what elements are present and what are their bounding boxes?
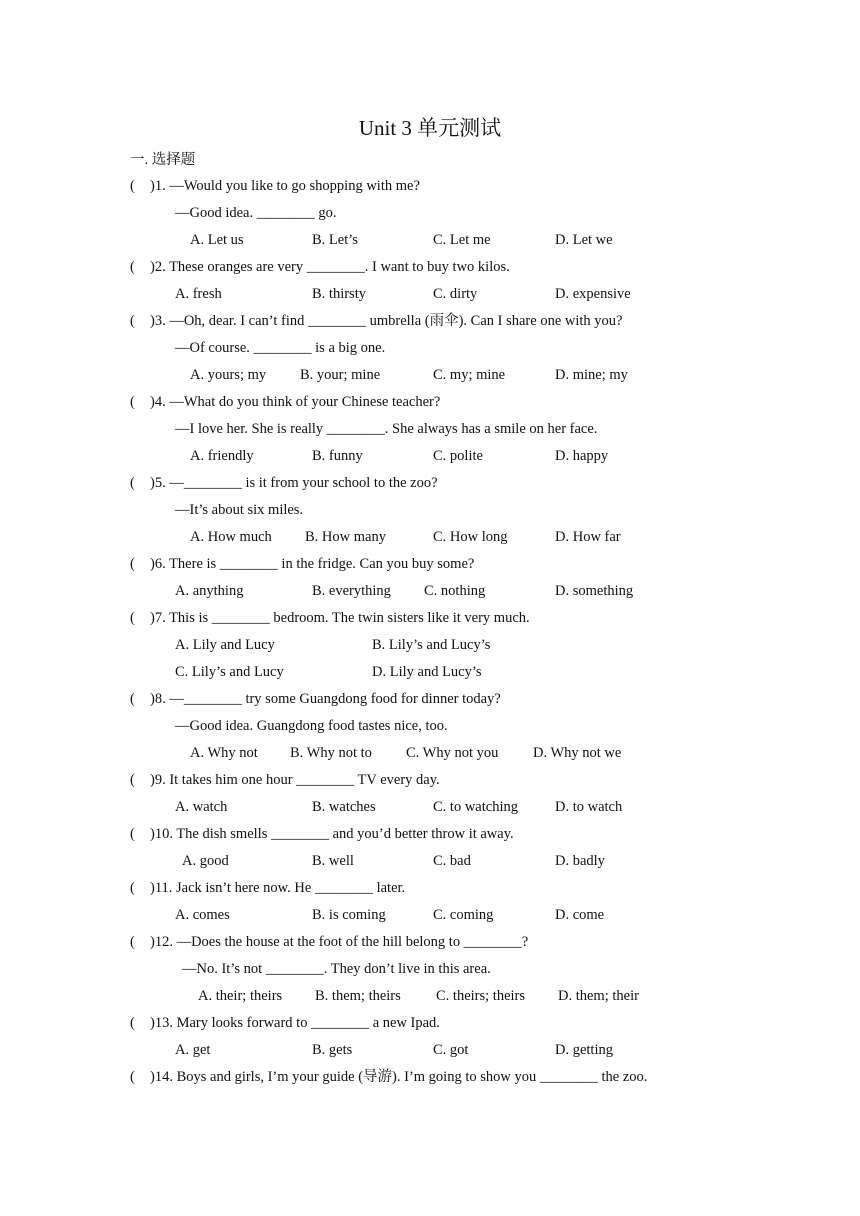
dialogue-line	[0, 500, 860, 527]
answer-option[interactable]: D. badly	[555, 853, 605, 869]
answer-option[interactable]: C. Lily’s and Lucy	[175, 664, 284, 680]
answer-bracket[interactable]: (	[130, 691, 135, 707]
answer-option[interactable]: B. watches	[312, 799, 376, 815]
options-row	[0, 986, 860, 1013]
answer-option[interactable]: D. getting	[555, 1042, 613, 1058]
answer-option[interactable]: C. dirty	[433, 286, 478, 302]
options-row	[0, 743, 860, 770]
answer-bracket[interactable]: (	[130, 178, 135, 194]
answer-option[interactable]: C. theirs; theirs	[436, 988, 526, 1004]
options-row	[0, 905, 860, 932]
dialogue-line	[0, 338, 860, 365]
dialogue-text: —No. It’s not ________. They don’t live in this area.	[182, 961, 491, 977]
question-stem: )13. Mary looks forward to ________ a new Ipad.	[150, 1015, 440, 1031]
dialogue-text: —I love her. She is really ________. She always has a smile on her face.	[175, 421, 598, 437]
answer-option[interactable]: A. fresh	[175, 286, 222, 302]
options-row	[0, 662, 860, 689]
options-row	[0, 365, 860, 392]
answer-bracket[interactable]: (	[130, 610, 135, 626]
answer-option[interactable]: D. mine; my	[555, 367, 628, 383]
answer-option[interactable]: B. gets	[312, 1042, 353, 1058]
question-stem: )1. —Would you like to go shopping with me?	[150, 178, 420, 194]
answer-option[interactable]: D. Lily and Lucy’s	[372, 664, 482, 680]
question-12	[0, 932, 860, 959]
question-6	[0, 554, 860, 581]
answer-option[interactable]: C. polite	[433, 448, 483, 464]
question-stem: )6. There is ________ in the fridge. Can you buy some?	[150, 556, 475, 572]
answer-option[interactable]: A. anything	[175, 583, 244, 599]
question-stem: )5. —________ is it from your school to the zoo?	[150, 475, 438, 491]
dialogue-text: —Good idea. ________ go.	[175, 205, 337, 221]
question-13	[0, 1013, 860, 1040]
answer-option[interactable]: C. got	[433, 1042, 469, 1058]
answer-option[interactable]: D. happy	[555, 448, 609, 464]
answer-option[interactable]: B. thirsty	[312, 286, 366, 302]
options-row	[0, 581, 860, 608]
answer-option[interactable]: A. Let us	[190, 232, 244, 248]
answer-bracket[interactable]: (	[130, 826, 135, 842]
answer-bracket[interactable]: (	[130, 880, 135, 896]
answer-option[interactable]: B. Lily’s and Lucy’s	[372, 637, 491, 653]
question-stem: )11. Jack isn’t here now. He ________ later.	[150, 880, 406, 896]
dialogue-line	[0, 959, 860, 986]
answer-option[interactable]: D. come	[555, 907, 605, 923]
question-7	[0, 608, 860, 635]
options-row	[0, 851, 860, 878]
question-list	[0, 176, 860, 1094]
question-10	[0, 824, 860, 851]
question-stem: )2. These oranges are very ________. I want to buy two kilos.	[150, 259, 510, 275]
answer-option[interactable]: B. well	[312, 853, 354, 869]
answer-option[interactable]: D. Why not we	[533, 745, 622, 761]
answer-option[interactable]: C. my; mine	[433, 367, 506, 383]
answer-option[interactable]: C. bad	[433, 853, 471, 869]
answer-option[interactable]: A. yours; my	[190, 367, 267, 383]
answer-option[interactable]: D. them; their	[558, 988, 639, 1004]
question-8	[0, 689, 860, 716]
answer-option[interactable]: A. watch	[175, 799, 228, 815]
answer-option[interactable]: C. nothing	[424, 583, 486, 599]
options-row	[0, 635, 860, 662]
question-stem: )10. The dish smells ________ and you’d better throw it away.	[150, 826, 514, 842]
options-row	[0, 1040, 860, 1067]
options-row	[0, 284, 860, 311]
answer-option[interactable]: A. How much	[190, 529, 272, 545]
page-title: Unit 3 单元测试	[358, 116, 502, 140]
answer-option[interactable]: B. Why not to	[290, 745, 372, 761]
dialogue-line	[0, 419, 860, 446]
question-14	[0, 1067, 860, 1094]
answer-option[interactable]: A. friendly	[190, 448, 254, 464]
answer-option[interactable]: A. Why not	[190, 745, 258, 761]
dialogue-line	[0, 203, 860, 230]
dialogue-text: —Of course. ________ is a big one.	[175, 340, 386, 356]
question-stem: )8. —________ try some Guangdong food for dinner today?	[150, 691, 501, 707]
options-row	[0, 446, 860, 473]
answer-option[interactable]: C. coming	[433, 907, 494, 923]
section-title: 一. 选择题	[130, 152, 196, 168]
question-5	[0, 473, 860, 500]
answer-option[interactable]: B. is coming	[312, 907, 386, 923]
answer-option[interactable]: D. expensive	[555, 286, 631, 302]
answer-option[interactable]: A. get	[175, 1042, 211, 1058]
answer-option[interactable]: D. to watch	[555, 799, 623, 815]
answer-option[interactable]: A. good	[182, 853, 229, 869]
question-stem: )9. It takes him one hour ________ TV every day.	[150, 772, 440, 788]
question-9	[0, 770, 860, 797]
answer-option[interactable]: D. Let we	[555, 232, 613, 248]
question-2	[0, 257, 860, 284]
answer-bracket[interactable]: (	[130, 259, 135, 275]
answer-option[interactable]: C. Why not you	[406, 745, 499, 761]
answer-option[interactable]: B. them; theirs	[315, 988, 401, 1004]
dialogue-text: —Good idea. Guangdong food tastes nice, too.	[175, 718, 448, 734]
answer-option[interactable]: C. Let me	[433, 232, 491, 248]
answer-option[interactable]: B. your; mine	[300, 367, 381, 383]
question-11	[0, 878, 860, 905]
options-row	[0, 797, 860, 824]
answer-option[interactable]: B. everything	[312, 583, 391, 599]
question-stem: )7. This is ________ bedroom. The twin sisters like it very much.	[150, 610, 530, 626]
answer-option[interactable]: A. comes	[175, 907, 230, 923]
question-4	[0, 392, 860, 419]
dialogue-line	[0, 716, 860, 743]
options-row	[0, 527, 860, 554]
answer-bracket[interactable]: (	[130, 1069, 135, 1085]
options-row	[0, 230, 860, 257]
question-stem: )12. —Does the house at the foot of the hill belong to ________?	[150, 934, 529, 950]
question-3	[0, 311, 860, 338]
answer-bracket[interactable]: (	[130, 394, 135, 410]
answer-bracket[interactable]: (	[130, 934, 135, 950]
answer-bracket[interactable]: (	[130, 772, 135, 788]
answer-option[interactable]: B. funny	[312, 448, 363, 464]
answer-option[interactable]: D. How far	[555, 529, 621, 545]
answer-option[interactable]: A. Lily and Lucy	[175, 637, 275, 653]
question-stem: )14. Boys and girls, I’m your guide (导游). I’m going to show you ________ the zoo.	[150, 1069, 648, 1085]
answer-option[interactable]: D. something	[555, 583, 634, 599]
question-stem: )4. —What do you think of your Chinese teacher?	[150, 394, 441, 410]
answer-bracket[interactable]: (	[130, 313, 135, 329]
answer-option[interactable]: B. How many	[305, 529, 386, 545]
answer-option[interactable]: A. their; theirs	[198, 988, 283, 1004]
question-stem: )3. —Oh, dear. I can’t find ________ umbrella (雨伞). Can I share one with you?	[150, 313, 623, 329]
answer-option[interactable]: C. How long	[433, 529, 508, 545]
answer-bracket[interactable]: (	[130, 556, 135, 572]
answer-option[interactable]: B. Let’s	[312, 232, 358, 248]
answer-bracket[interactable]: (	[130, 1015, 135, 1031]
question-1	[0, 176, 860, 203]
answer-option[interactable]: C. to watching	[433, 799, 518, 815]
answer-bracket[interactable]: (	[130, 475, 135, 491]
dialogue-text: —It’s about six miles.	[175, 502, 304, 518]
